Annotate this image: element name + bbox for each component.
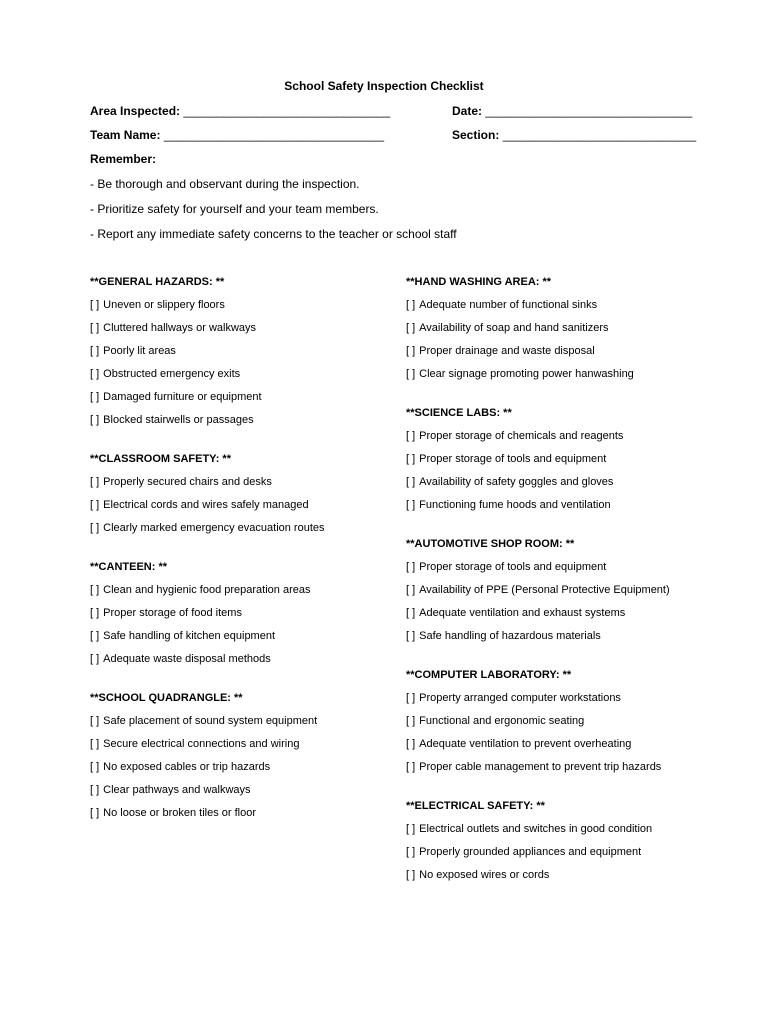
checkbox-marker[interactable]: [ ] — [90, 738, 100, 750]
checklist-section-general-hazards — [90, 274, 390, 428]
checkbox-marker[interactable]: [ ] — [90, 607, 100, 619]
checklist-section-automotive-shop-room — [406, 536, 726, 644]
section-heading: **AUTOMOTIVE SHOP ROOM: ** — [406, 538, 575, 550]
checklist-item-label: Safe handling of kitchen equipment — [103, 630, 276, 642]
checkbox-marker[interactable]: [ ] — [90, 761, 100, 773]
section-heading: **CLASSROOM SAFETY: ** — [90, 453, 231, 465]
checklist-item — [406, 474, 726, 490]
checklist-item-label: Availability of soap and hand sanitizers — [419, 322, 609, 334]
checklist-item-label: Clean and hygienic food preparation areas — [103, 584, 311, 596]
area-inspected-blank: _______________________________ — [183, 104, 391, 118]
checklist-item — [406, 628, 726, 644]
checklist-item — [90, 389, 390, 405]
checklist-item — [406, 844, 726, 860]
checklist-item — [406, 428, 726, 444]
checklist-item — [406, 821, 726, 837]
section-heading: **ELECTRICAL SAFETY: ** — [406, 800, 545, 812]
checklist-item-label: Proper storage of food items — [103, 607, 242, 619]
checklist-item-label: Proper storage of tools and equipment — [419, 453, 607, 465]
checklist-item — [406, 343, 726, 359]
checklist-item-label: No exposed cables or trip hazards — [103, 761, 271, 773]
checklist-right-column — [406, 274, 726, 883]
checklist-item — [90, 474, 390, 490]
date-blank: _______________________________ — [485, 104, 693, 118]
checklist-item-label: Adequate ventilation and exhaust systems — [419, 607, 626, 619]
checkbox-marker[interactable]: [ ] — [406, 715, 416, 727]
checkbox-marker[interactable]: [ ] — [90, 630, 100, 642]
checklist-item — [90, 412, 390, 428]
checkbox-marker[interactable]: [ ] — [406, 584, 416, 596]
checklist-item-label: Obstructed emergency exits — [103, 368, 241, 380]
checklist-item — [90, 497, 390, 513]
checkbox-marker[interactable]: [ ] — [406, 823, 416, 835]
checkbox-marker[interactable]: [ ] — [406, 299, 416, 311]
checklist-item-label: Properly grounded appliances and equipment — [419, 846, 642, 858]
checklist-section-electrical-safety — [406, 798, 726, 883]
checklist-item — [406, 690, 726, 706]
checkbox-marker[interactable]: [ ] — [406, 322, 416, 334]
checklist-item-label: Availability of safety goggles and gloves — [419, 476, 614, 488]
checkbox-marker[interactable]: [ ] — [90, 653, 100, 665]
section-label: Section: — [452, 128, 500, 142]
date-label: Date: — [452, 104, 483, 118]
area-inspected-label: Area Inspected: — [90, 104, 181, 118]
checklist-item — [90, 628, 390, 644]
checkbox-marker[interactable]: [ ] — [406, 846, 416, 858]
checklist-item — [90, 297, 390, 313]
checkbox-marker[interactable]: [ ] — [406, 692, 416, 704]
checklist-item-label: Adequate ventilation to prevent overheating — [419, 738, 632, 750]
checklist-item-label: Properly secured chairs and desks — [103, 476, 272, 488]
checklist-item — [90, 759, 390, 775]
checklist-item — [406, 297, 726, 313]
checklist-section-canteen — [90, 559, 390, 667]
checkbox-marker[interactable]: [ ] — [90, 522, 100, 534]
checklist-item — [90, 651, 390, 667]
checklist-item — [406, 451, 726, 467]
checklist-section-computer-laboratory — [406, 667, 726, 775]
checkbox-marker[interactable]: [ ] — [90, 784, 100, 796]
checkbox-marker[interactable]: [ ] — [90, 476, 100, 488]
checklist-item-label: Proper cable management to prevent trip hazards — [419, 761, 662, 773]
checklist-item — [406, 497, 726, 513]
remember-item: - Report any immediate safety concerns to the teacher or school staff — [90, 227, 457, 241]
section-heading: **SCHOOL QUADRANGLE: ** — [90, 692, 243, 704]
checklist-item-label: Secure electrical connections and wiring — [103, 738, 300, 750]
checkbox-marker[interactable]: [ ] — [90, 584, 100, 596]
checklist-item — [406, 759, 726, 775]
checkbox-marker[interactable]: [ ] — [406, 738, 416, 750]
checklist-item — [90, 366, 390, 382]
checklist-item-label: Proper drainage and waste disposal — [419, 345, 595, 357]
checklist-item — [406, 582, 726, 598]
team-name-field — [90, 127, 384, 143]
checkbox-marker[interactable]: [ ] — [406, 453, 416, 465]
checklist-item-label: Blocked stairwells or passages — [103, 414, 254, 426]
checklist-item-label: Availability of PPE (Personal Protective Equipment) — [419, 584, 670, 596]
section-heading: **GENERAL HAZARDS: ** — [90, 276, 225, 288]
checklist-item-label: Functional and ergonomic seating — [419, 715, 585, 727]
checkbox-marker[interactable]: [ ] — [406, 761, 416, 773]
checklist-item-label: Poorly lit areas — [103, 345, 176, 357]
checkbox-marker[interactable]: [ ] — [406, 345, 416, 357]
checklist-item-label: No exposed wires or cords — [419, 869, 550, 881]
checkbox-marker[interactable]: [ ] — [406, 476, 416, 488]
checklist-section-classroom-safety — [90, 451, 390, 536]
checklist-item — [406, 366, 726, 382]
checklist-section-science-labs — [406, 405, 726, 513]
checklist-item — [90, 782, 390, 798]
checklist-item-label: Damaged furniture or equipment — [103, 391, 262, 403]
checkbox-marker[interactable]: [ ] — [406, 630, 416, 642]
area-inspected-field — [90, 103, 390, 119]
checklist-item — [90, 736, 390, 752]
checklist-item-label: Property arranged computer workstations — [419, 692, 621, 704]
checklist-item — [90, 805, 390, 821]
checkbox-marker[interactable]: [ ] — [406, 368, 416, 380]
checkbox-marker[interactable]: [ ] — [406, 607, 416, 619]
team-name-label: Team Name: — [90, 128, 161, 142]
checklist-item — [406, 713, 726, 729]
remember-heading: Remember: — [90, 152, 157, 166]
checklist-left-column — [90, 274, 390, 821]
checkbox-marker[interactable]: [ ] — [406, 499, 416, 511]
checklist-item-label: Cluttered hallways or walkways — [103, 322, 257, 334]
checklist-section-hand-washing-area — [406, 274, 726, 382]
checkbox-marker[interactable]: [ ] — [90, 368, 100, 380]
checklist-section-school-quadrangle — [90, 690, 390, 821]
checklist-item-label: Proper storage of chemicals and reagents — [419, 430, 624, 442]
checkbox-marker[interactable]: [ ] — [90, 322, 100, 334]
checkbox-marker[interactable]: [ ] — [90, 299, 100, 311]
checklist-item-label: Clearly marked emergency evacuation routes — [103, 522, 325, 534]
checklist-item — [90, 605, 390, 621]
section-blank: _____________________________ — [502, 128, 697, 142]
checklist-item — [406, 736, 726, 752]
checklist-item-label: Safe placement of sound system equipment — [103, 715, 318, 727]
checklist-item — [406, 320, 726, 336]
checklist-item-label: No loose or broken tiles or floor — [103, 807, 257, 819]
checklist-item-label: Uneven or slippery floors — [103, 299, 225, 311]
checklist-item — [90, 320, 390, 336]
checklist-item-label: Electrical cords and wires safely managed — [103, 499, 309, 511]
date-field — [452, 103, 692, 119]
checklist-item-label: Clear pathways and walkways — [103, 784, 251, 796]
checklist-item — [406, 867, 726, 883]
checklist-item-label: Adequate waste disposal methods — [103, 653, 271, 665]
checklist-item-label: Proper storage of tools and equipment — [419, 561, 607, 573]
checkbox-marker[interactable]: [ ] — [90, 499, 100, 511]
checklist-item — [90, 343, 390, 359]
remember-item: - Prioritize safety for yourself and your team members. — [90, 202, 379, 216]
checkbox-marker[interactable]: [ ] — [406, 869, 416, 881]
checkbox-marker[interactable]: [ ] — [90, 807, 100, 819]
checklist-item — [90, 520, 390, 536]
section-field — [452, 127, 696, 143]
checklist-item-label: Functioning fume hoods and ventilation — [419, 499, 611, 511]
section-heading: **CANTEEN: ** — [90, 561, 168, 573]
checklist-item — [90, 713, 390, 729]
checkbox-marker[interactable]: [ ] — [90, 715, 100, 727]
checklist-item — [406, 605, 726, 621]
checkbox-marker[interactable]: [ ] — [90, 391, 100, 403]
checkbox-marker[interactable]: [ ] — [90, 345, 100, 357]
checkbox-marker[interactable]: [ ] — [90, 414, 100, 426]
checklist-item-label: Safe handling of hazardous materials — [419, 630, 601, 642]
checklist-item-label: Electrical outlets and switches in good condition — [419, 823, 653, 835]
section-heading: **HAND WASHING AREA: ** — [406, 276, 552, 288]
checklist-item-label: Clear signage promoting power hanwashing — [419, 368, 634, 380]
team-name-blank: _________________________________ — [163, 128, 385, 142]
section-heading: **COMPUTER LABORATORY: ** — [406, 669, 572, 681]
remember-item: - Be thorough and observant during the inspection. — [90, 177, 360, 191]
checkbox-marker[interactable]: [ ] — [406, 561, 416, 573]
section-heading: **SCIENCE LABS: ** — [406, 407, 512, 419]
document-title: School Safety Inspection Checklist — [284, 79, 484, 93]
checkbox-marker[interactable]: [ ] — [406, 430, 416, 442]
checklist-item — [90, 582, 390, 598]
checklist-item — [406, 559, 726, 575]
checklist-item-label: Adequate number of functional sinks — [419, 299, 598, 311]
